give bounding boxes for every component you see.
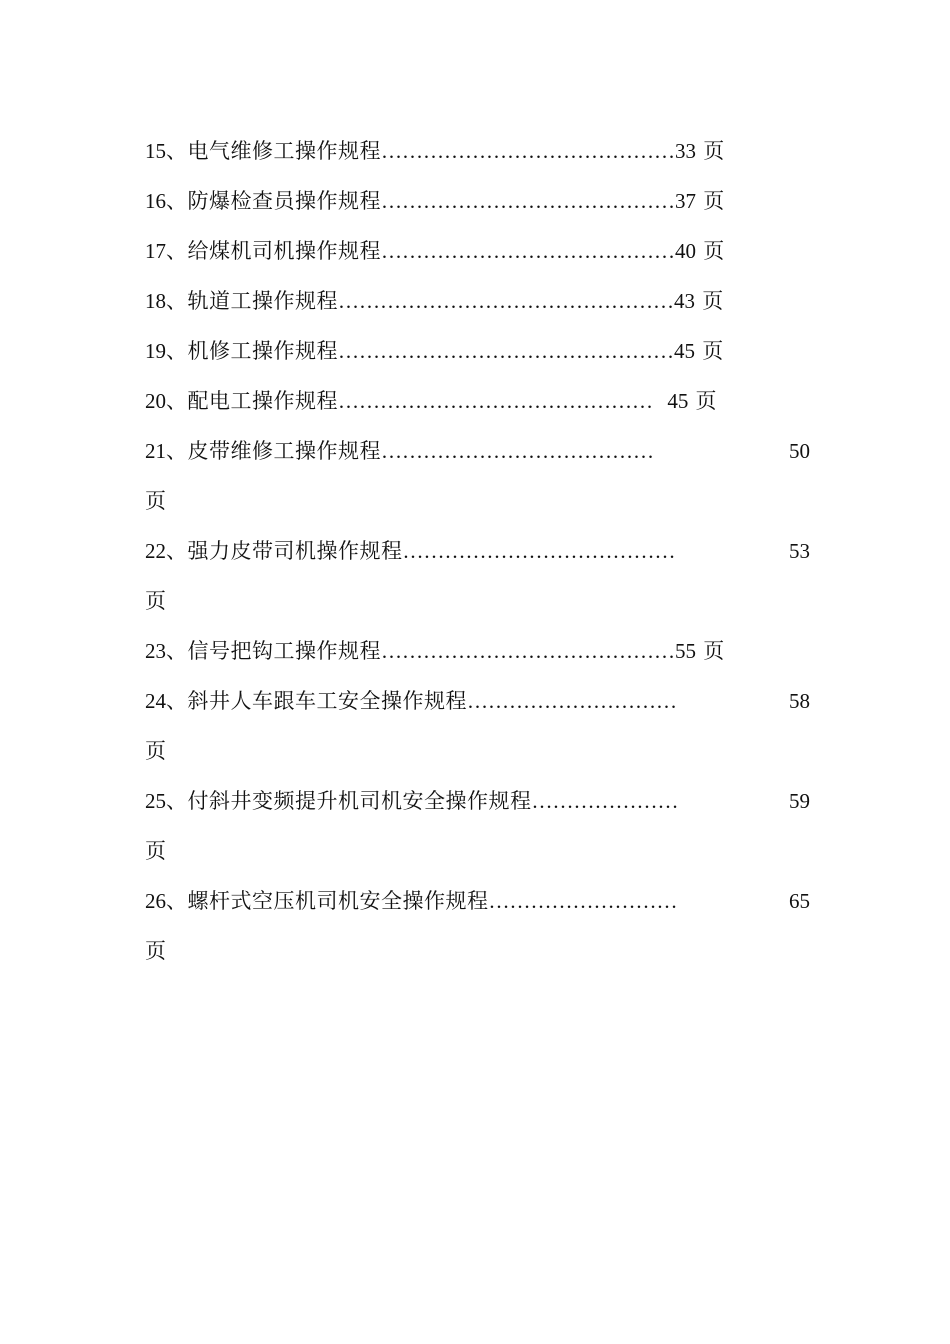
page-unit: 页 bbox=[145, 589, 166, 613]
toc-entry bbox=[145, 136, 810, 166]
toc-entry bbox=[145, 786, 810, 816]
entry-number: 22 bbox=[145, 539, 166, 563]
entry-page: 58 bbox=[789, 689, 810, 713]
leader-dots: …………………………………… bbox=[381, 639, 675, 663]
page-unit: 页 bbox=[703, 139, 725, 163]
entry-page: 65 bbox=[789, 889, 810, 913]
entry-page: 33 bbox=[675, 139, 696, 163]
entry-title: 斜井人车跟车工安全操作规程 bbox=[187, 689, 467, 713]
page-unit: 页 bbox=[145, 489, 166, 513]
entry-page: 37 bbox=[675, 189, 696, 213]
toc-entry bbox=[145, 386, 810, 416]
entry-separator: 、 bbox=[166, 339, 188, 363]
entry-number: 19 bbox=[145, 339, 166, 363]
entry-page: 55 bbox=[675, 639, 696, 663]
toc-entry bbox=[145, 636, 810, 666]
page-unit: 页 bbox=[703, 189, 725, 213]
page-unit: 页 bbox=[145, 739, 166, 763]
page-unit: 页 bbox=[145, 839, 166, 863]
entry-title: 防爆检查员操作规程 bbox=[187, 189, 381, 213]
toc-entry bbox=[145, 236, 810, 266]
entry-separator: 、 bbox=[166, 789, 188, 813]
entry-number: 16 bbox=[145, 189, 166, 213]
leader-dots: ………………………………………… bbox=[338, 339, 674, 363]
page-unit: 页 bbox=[702, 339, 724, 363]
entry-number: 24 bbox=[145, 689, 166, 713]
entry-page: 40 bbox=[675, 239, 696, 263]
entry-number: 25 bbox=[145, 789, 166, 813]
page-unit: 页 bbox=[145, 939, 166, 963]
page-unit: 页 bbox=[702, 289, 724, 313]
entry-title: 轨道工操作规程 bbox=[187, 289, 338, 313]
entry-number: 21 bbox=[145, 439, 166, 463]
entry-page: 59 bbox=[789, 789, 810, 813]
toc-entry bbox=[145, 886, 810, 916]
entry-number: 15 bbox=[145, 139, 166, 163]
entry-number: 26 bbox=[145, 889, 166, 913]
entry-separator: 、 bbox=[166, 889, 188, 913]
leader-dots: …………………………………… bbox=[381, 139, 675, 163]
entry-separator: 、 bbox=[166, 239, 188, 263]
leader-dots: ……………………………………… bbox=[338, 389, 653, 413]
entry-separator: 、 bbox=[166, 539, 188, 563]
toc-entry bbox=[145, 336, 810, 366]
entry-number: 18 bbox=[145, 289, 166, 313]
leader-dots: ………………………………… bbox=[402, 539, 676, 563]
leader-dots: ………………… bbox=[531, 789, 679, 813]
entry-separator: 、 bbox=[166, 139, 188, 163]
page-unit: 页 bbox=[695, 389, 718, 413]
entry-separator: 、 bbox=[166, 389, 188, 413]
entry-title: 付斜井变频提升机司机安全操作规程 bbox=[187, 789, 532, 813]
entry-number: 20 bbox=[145, 389, 166, 413]
entry-title: 给煤机司机操作规程 bbox=[187, 239, 381, 263]
entry-title: 配电工操作规程 bbox=[187, 389, 338, 413]
entry-separator: 、 bbox=[166, 289, 188, 313]
entry-number: 23 bbox=[145, 639, 166, 663]
entry-separator: 、 bbox=[166, 689, 188, 713]
leader-dots: ………………………………… bbox=[381, 439, 654, 463]
leader-dots: ………………………… bbox=[467, 689, 677, 713]
toc-entry bbox=[145, 686, 810, 716]
entry-title: 强力皮带司机操作规程 bbox=[187, 539, 403, 563]
entry-separator: 、 bbox=[166, 189, 188, 213]
entry-page: 45 bbox=[667, 389, 689, 413]
leader-dots: …………………………………… bbox=[381, 239, 675, 263]
entry-title: 电气维修工操作规程 bbox=[187, 139, 381, 163]
entry-page: 53 bbox=[789, 539, 810, 563]
entry-title: 信号把钩工操作规程 bbox=[187, 639, 381, 663]
entry-page: 43 bbox=[674, 289, 695, 313]
entry-title: 螺杆式空压机司机安全操作规程 bbox=[187, 889, 489, 913]
leader-dots: ……………………… bbox=[488, 889, 678, 913]
entry-title: 皮带维修工操作规程 bbox=[187, 439, 381, 463]
page-unit: 页 bbox=[703, 639, 725, 663]
leader-dots: ………………………………………… bbox=[338, 289, 674, 313]
entry-number: 17 bbox=[145, 239, 166, 263]
toc-entry bbox=[145, 286, 810, 316]
entry-page: 50 bbox=[789, 439, 810, 463]
entry-separator: 、 bbox=[166, 439, 188, 463]
entry-title: 机修工操作规程 bbox=[187, 339, 338, 363]
leader-dots: …………………………………… bbox=[381, 189, 675, 213]
toc-entry bbox=[145, 436, 810, 466]
page-unit: 页 bbox=[703, 239, 725, 263]
entry-page: 45 bbox=[674, 339, 695, 363]
toc-entry bbox=[145, 536, 810, 566]
toc-entry bbox=[145, 186, 810, 216]
entry-separator: 、 bbox=[166, 639, 188, 663]
